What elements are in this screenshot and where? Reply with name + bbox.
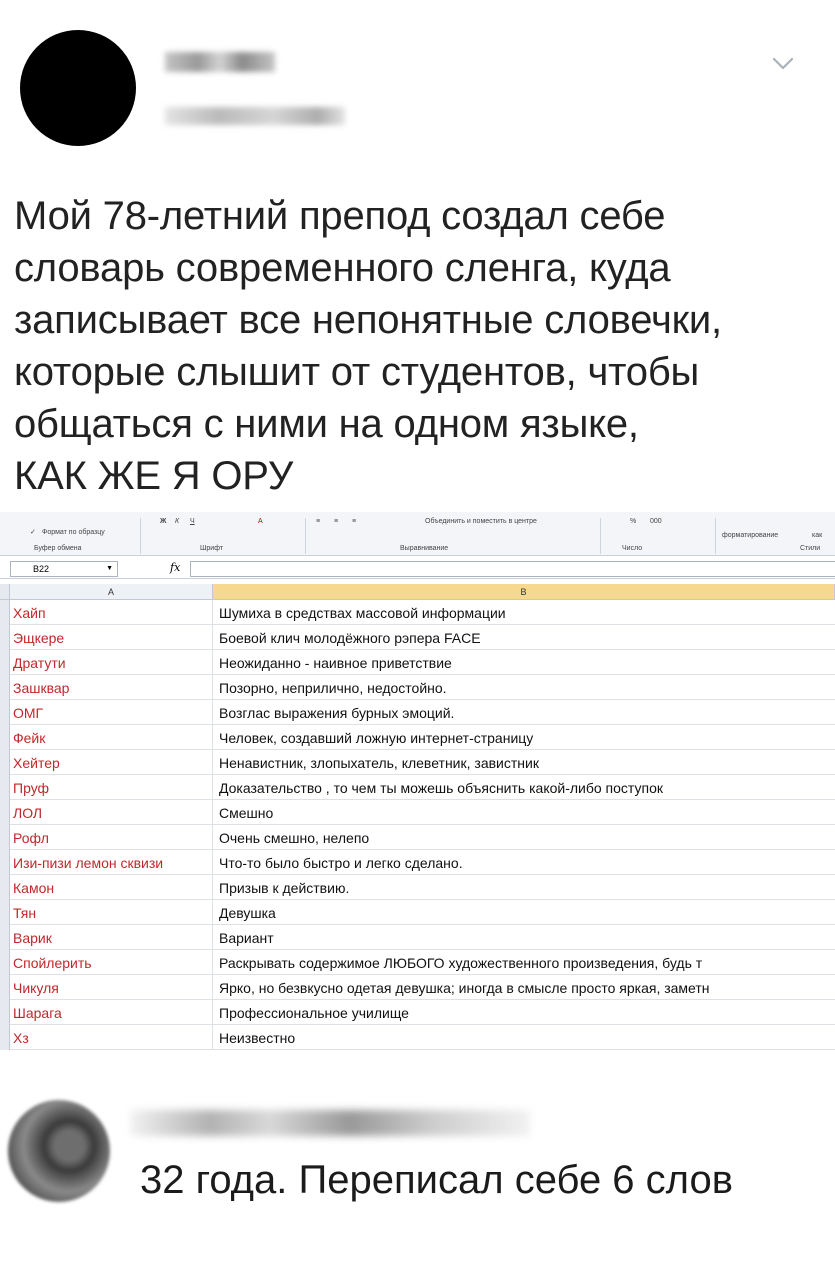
- align-center-button[interactable]: ≡: [334, 518, 339, 525]
- clipboard-group-label: Буфер обмена: [34, 545, 82, 552]
- definition-cell[interactable]: Смешно: [219, 805, 274, 821]
- post-text-line: которые слышит от студентов, чтобы: [14, 350, 700, 394]
- ribbon-separator: [600, 518, 601, 554]
- definition-cell[interactable]: Неожиданно - наивное приветствие: [219, 655, 452, 671]
- post-header: [0, 0, 835, 170]
- definition-cell[interactable]: Профессиональное училище: [219, 1005, 409, 1021]
- table-row: [10, 925, 835, 950]
- term-cell[interactable]: Спойлерить: [10, 950, 213, 975]
- ribbon-separator: [140, 518, 141, 554]
- author-name-redacted[interactable]: [165, 52, 275, 72]
- table-row: [10, 625, 835, 650]
- term-cell[interactable]: Камон: [10, 875, 213, 900]
- author-handle-redacted[interactable]: [165, 107, 345, 125]
- term-cell[interactable]: Чикуля: [10, 975, 213, 1000]
- term-cell[interactable]: Фейк: [10, 725, 213, 750]
- percent-button[interactable]: %: [630, 518, 637, 525]
- definition-cell[interactable]: Ярко, но безвкусно одетая девушка; иногда в смысле просто яркая, заметн: [219, 980, 710, 996]
- reply-text: 32 года. Переписал себе 6 слов: [140, 1158, 733, 1202]
- chevron-down-icon[interactable]: ▼: [106, 565, 113, 572]
- definition-cell[interactable]: Девушка: [219, 905, 276, 921]
- definition-cell[interactable]: Возглас выражения бурных эмоций.: [219, 705, 455, 721]
- table-row: [10, 950, 835, 975]
- definition-cell[interactable]: Вариант: [219, 930, 274, 946]
- font-color-button[interactable]: A: [258, 518, 263, 525]
- term-cell[interactable]: Тян: [10, 900, 213, 925]
- conditional-format-button[interactable]: форматирование: [722, 532, 779, 539]
- formula-bar: [0, 559, 835, 579]
- ribbon-separator: [715, 518, 716, 554]
- definition-cell[interactable]: Раскрывать содержимое ЛЮБОГО художественного произведения, будь т: [219, 955, 703, 971]
- table-row: [10, 600, 835, 625]
- ribbon: [0, 512, 835, 556]
- reply-author-redacted[interactable]: [130, 1110, 530, 1136]
- table-row: [10, 1000, 835, 1025]
- definition-cell[interactable]: Позорно, неприлично, недостойно.: [219, 680, 447, 696]
- sheet-grid: [10, 600, 835, 1050]
- post-text-line: общаться с ними на одном языке,: [14, 402, 639, 446]
- term-cell[interactable]: Хейтер: [10, 750, 213, 775]
- table-row: [10, 825, 835, 850]
- bold-button[interactable]: Ж: [160, 518, 167, 525]
- term-cell[interactable]: Шарага: [10, 1000, 213, 1025]
- table-row: [10, 900, 835, 925]
- term-cell[interactable]: Рофл: [10, 825, 213, 850]
- table-row: [10, 775, 835, 800]
- column-header-b[interactable]: B: [213, 584, 835, 600]
- table-row: [10, 875, 835, 900]
- select-all-corner[interactable]: [0, 584, 10, 600]
- term-cell[interactable]: Хз: [10, 1025, 213, 1050]
- table-row: [10, 800, 835, 825]
- align-left-button[interactable]: ≡: [316, 518, 321, 525]
- term-cell[interactable]: Эщкере: [10, 625, 213, 650]
- number-group-label: Число: [622, 545, 643, 552]
- reply-avatar[interactable]: [8, 1100, 110, 1202]
- name-box[interactable]: [10, 561, 118, 577]
- post-text: [14, 190, 829, 502]
- definition-cell[interactable]: Боевой клич молодёжного рэпера FACE: [219, 630, 481, 646]
- reply: [0, 1090, 835, 1280]
- post-text-line: словарь современного сленга, куда: [14, 246, 671, 290]
- definition-cell[interactable]: Призыв к действию.: [219, 880, 350, 896]
- row-header-strip[interactable]: [0, 600, 10, 1050]
- formula-input[interactable]: [190, 561, 835, 577]
- definition-cell[interactable]: Что-то было быстро и легко сделано.: [219, 855, 463, 871]
- spreadsheet-image: [0, 512, 835, 1057]
- avatar[interactable]: [20, 30, 136, 146]
- term-cell[interactable]: ОМГ: [10, 700, 213, 725]
- name-box-value: B22: [33, 564, 50, 574]
- definition-cell[interactable]: Доказательство , то чем ты можешь объяснить какой-либо поступок: [219, 780, 663, 796]
- table-row: [10, 650, 835, 675]
- table-row: [10, 750, 835, 775]
- term-cell[interactable]: Зашквар: [10, 675, 213, 700]
- format-painter-button[interactable]: Формат по образцу: [42, 529, 105, 536]
- post-text-line: Мой 78-летний препод создал себе: [14, 194, 666, 238]
- table-row: [10, 675, 835, 700]
- definition-cell[interactable]: Неизвестно: [219, 1030, 296, 1046]
- term-cell[interactable]: Пруф: [10, 775, 213, 800]
- table-row: [10, 700, 835, 725]
- term-cell[interactable]: ЛОЛ: [10, 800, 213, 825]
- definition-cell[interactable]: Шумиха в средствах массовой информации: [219, 605, 506, 621]
- term-cell[interactable]: Варик: [10, 925, 213, 950]
- definition-cell[interactable]: Очень смешно, нелепо: [219, 830, 370, 846]
- term-cell[interactable]: Изи-пизи лемон сквизи: [10, 850, 213, 875]
- alignment-group-label: Выравнивание: [400, 545, 449, 552]
- styles-group-label: Стили: [800, 545, 821, 552]
- definition-cell[interactable]: Ненавистник, злопыхатель, клеветник, завистник: [219, 755, 539, 771]
- fx-icon[interactable]: fx: [170, 561, 181, 574]
- column-header-a[interactable]: A: [10, 584, 213, 600]
- chevron-down-icon[interactable]: [770, 50, 796, 76]
- post-text-line: записывает все непонятные словечки,: [14, 298, 722, 342]
- brush-icon[interactable]: ✓: [30, 529, 36, 536]
- table-row: [10, 1025, 835, 1050]
- table-row: [10, 725, 835, 750]
- italic-button[interactable]: К: [175, 518, 180, 525]
- table-row: [10, 975, 835, 1000]
- merge-center-button[interactable]: Объединить и поместить в центре: [425, 518, 537, 525]
- underline-button[interactable]: Ч: [190, 518, 195, 525]
- table-row: [10, 850, 835, 875]
- thousands-button[interactable]: 000: [650, 518, 662, 525]
- align-right-button[interactable]: ≡: [352, 518, 357, 525]
- font-group-label: Шрифт: [200, 545, 224, 552]
- term-cell[interactable]: Хайп: [10, 600, 213, 625]
- term-cell[interactable]: Дратути: [10, 650, 213, 675]
- definition-cell[interactable]: Человек, создавший ложную интернет-страницу: [219, 730, 534, 746]
- format-as-table-button[interactable]: как: [812, 532, 823, 539]
- post-text-line: КАК ЖЕ Я ОРУ: [14, 454, 294, 498]
- ribbon-separator: [305, 518, 306, 554]
